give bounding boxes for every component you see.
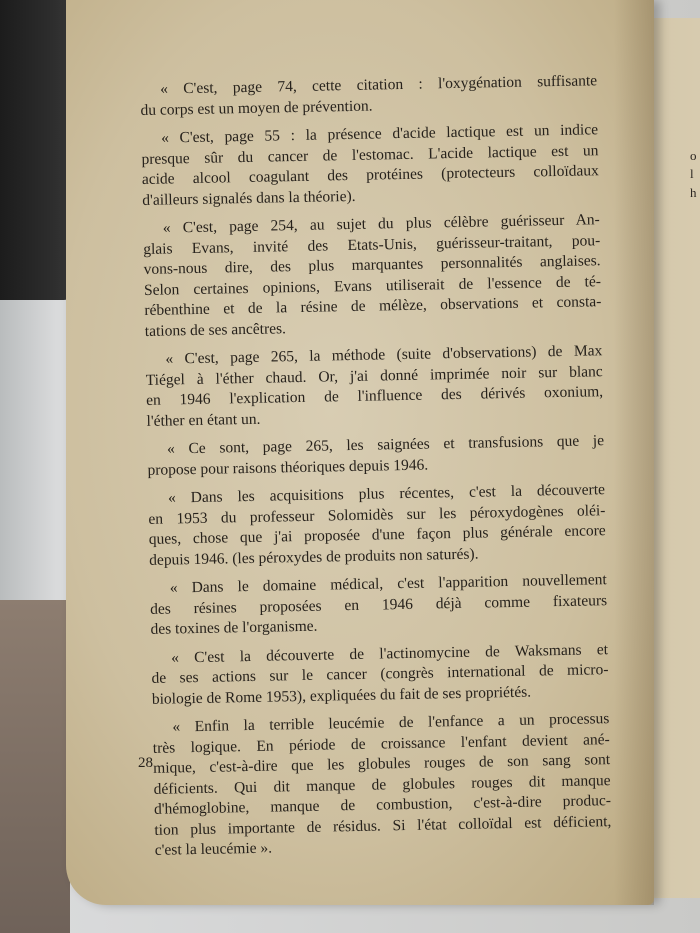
facing-page-fragment: l	[690, 166, 694, 181]
text-line: « C'est, page 265, la méthode (suite d'observations) de Max	[165, 342, 603, 368]
text-line: propose pour raisons théoriques depuis 1946.	[147, 456, 429, 479]
text-line: Tiégel à l'éther chaud. Or, j'ai donné imprimée noir sur blanc	[145, 362, 603, 389]
paragraph	[148, 480, 606, 571]
text-line: « Enfin la terrible leucémie de l'enfance a un processus	[172, 710, 610, 736]
text-line: des résines proposées en 1946 déjà comme fixateurs	[149, 591, 608, 618]
text-line: presque sûr du cancer de l'estomac. L'acide lactique est un	[141, 141, 599, 168]
text-line: d'hémoglobine, manque de combustion, c'est-à-dire produc-	[153, 792, 612, 818]
text-line: acide alcool coagulant des protéines (protecteurs colloïdaux	[141, 162, 599, 188]
text-line: en 1946 l'explication de l'influence des dérivés oxonium,	[145, 383, 604, 409]
text-line: tion plus importante de résidus. Si l'état colloïdal est déficient,	[154, 812, 612, 839]
text-line: tations de ses ancêtres.	[144, 319, 287, 340]
text-line: en 1953 du professeur Solomidès sur les péroxydogènes oléi-	[148, 501, 606, 528]
text-line: mique, c'est-à-dire que les globules rouges de son sang sont	[153, 751, 611, 777]
text-line: déficients. Qui dit manque de globules rouges dit manque	[153, 771, 611, 798]
text-line: « Dans les acquisitions plus récentes, c'est la découverte	[167, 481, 606, 507]
text-line: « Ce sont, page 265, les saignées et transfusions que je	[166, 432, 605, 458]
text-line: des toxines de l'organisme.	[150, 617, 318, 638]
text-line: glais Evans, invité des Etats-Unis, guérisseur-traitant, pou-	[143, 231, 601, 258]
paragraph	[151, 640, 609, 710]
desk-surface	[0, 600, 70, 933]
text-line: depuis 1946. (les péroxydes de produits non saturés).	[149, 545, 479, 569]
paragraph	[141, 120, 599, 211]
text-line: du corps est un moyen de prévention.	[140, 97, 373, 119]
text-line: « C'est, page 55 : la présence d'acide lactique est un indice	[160, 121, 599, 147]
text-line: « Dans le domaine médical, c'est l'apparition nouvellement	[169, 571, 607, 597]
text-line: d'ailleurs signalés dans la théorie).	[142, 187, 356, 209]
text-line: de ses actions sur le cancer (congrès international de micro-	[151, 661, 609, 687]
text-line: l'éther en étant un.	[146, 410, 261, 430]
text-line: très logique. En période de croissance l'enfant devient ané-	[152, 730, 610, 757]
text-line: « C'est, page 74, cette citation : l'oxygénation suffisante	[160, 72, 598, 98]
text-line: biologie de Rome 1953), expliquées du fait de ses propriétés.	[151, 683, 532, 708]
paragraph	[145, 341, 603, 432]
text-line: c'est la leucémie ».	[154, 839, 273, 859]
text-line: « C'est la découverte de l'actinomycine de Waksmans et	[170, 640, 609, 667]
text-line: Selon certaines opinions, Evans utiliserait de l'essence de té-	[143, 272, 602, 299]
paragraph	[147, 431, 605, 481]
text-line: vons-nous dire, des plus marquantes personnalités anglaises.	[143, 252, 601, 278]
text-line: « C'est, page 254, au sujet du plus célèbre guérisseur An-	[162, 211, 600, 237]
text-line: rébenthine et de la résine de mélèze, observations et consta-	[144, 293, 602, 319]
page-text	[140, 71, 612, 869]
paragraph	[143, 210, 602, 342]
paragraph	[140, 71, 598, 121]
paragraph	[152, 709, 612, 861]
page-number: 28	[138, 755, 153, 771]
facing-page-fragment: o	[690, 148, 697, 163]
paragraph	[150, 570, 608, 640]
facing-page-fragment: h	[690, 185, 697, 200]
text-line: ques, chose que j'ai proposée d'une façon plus générale encore	[148, 522, 606, 548]
